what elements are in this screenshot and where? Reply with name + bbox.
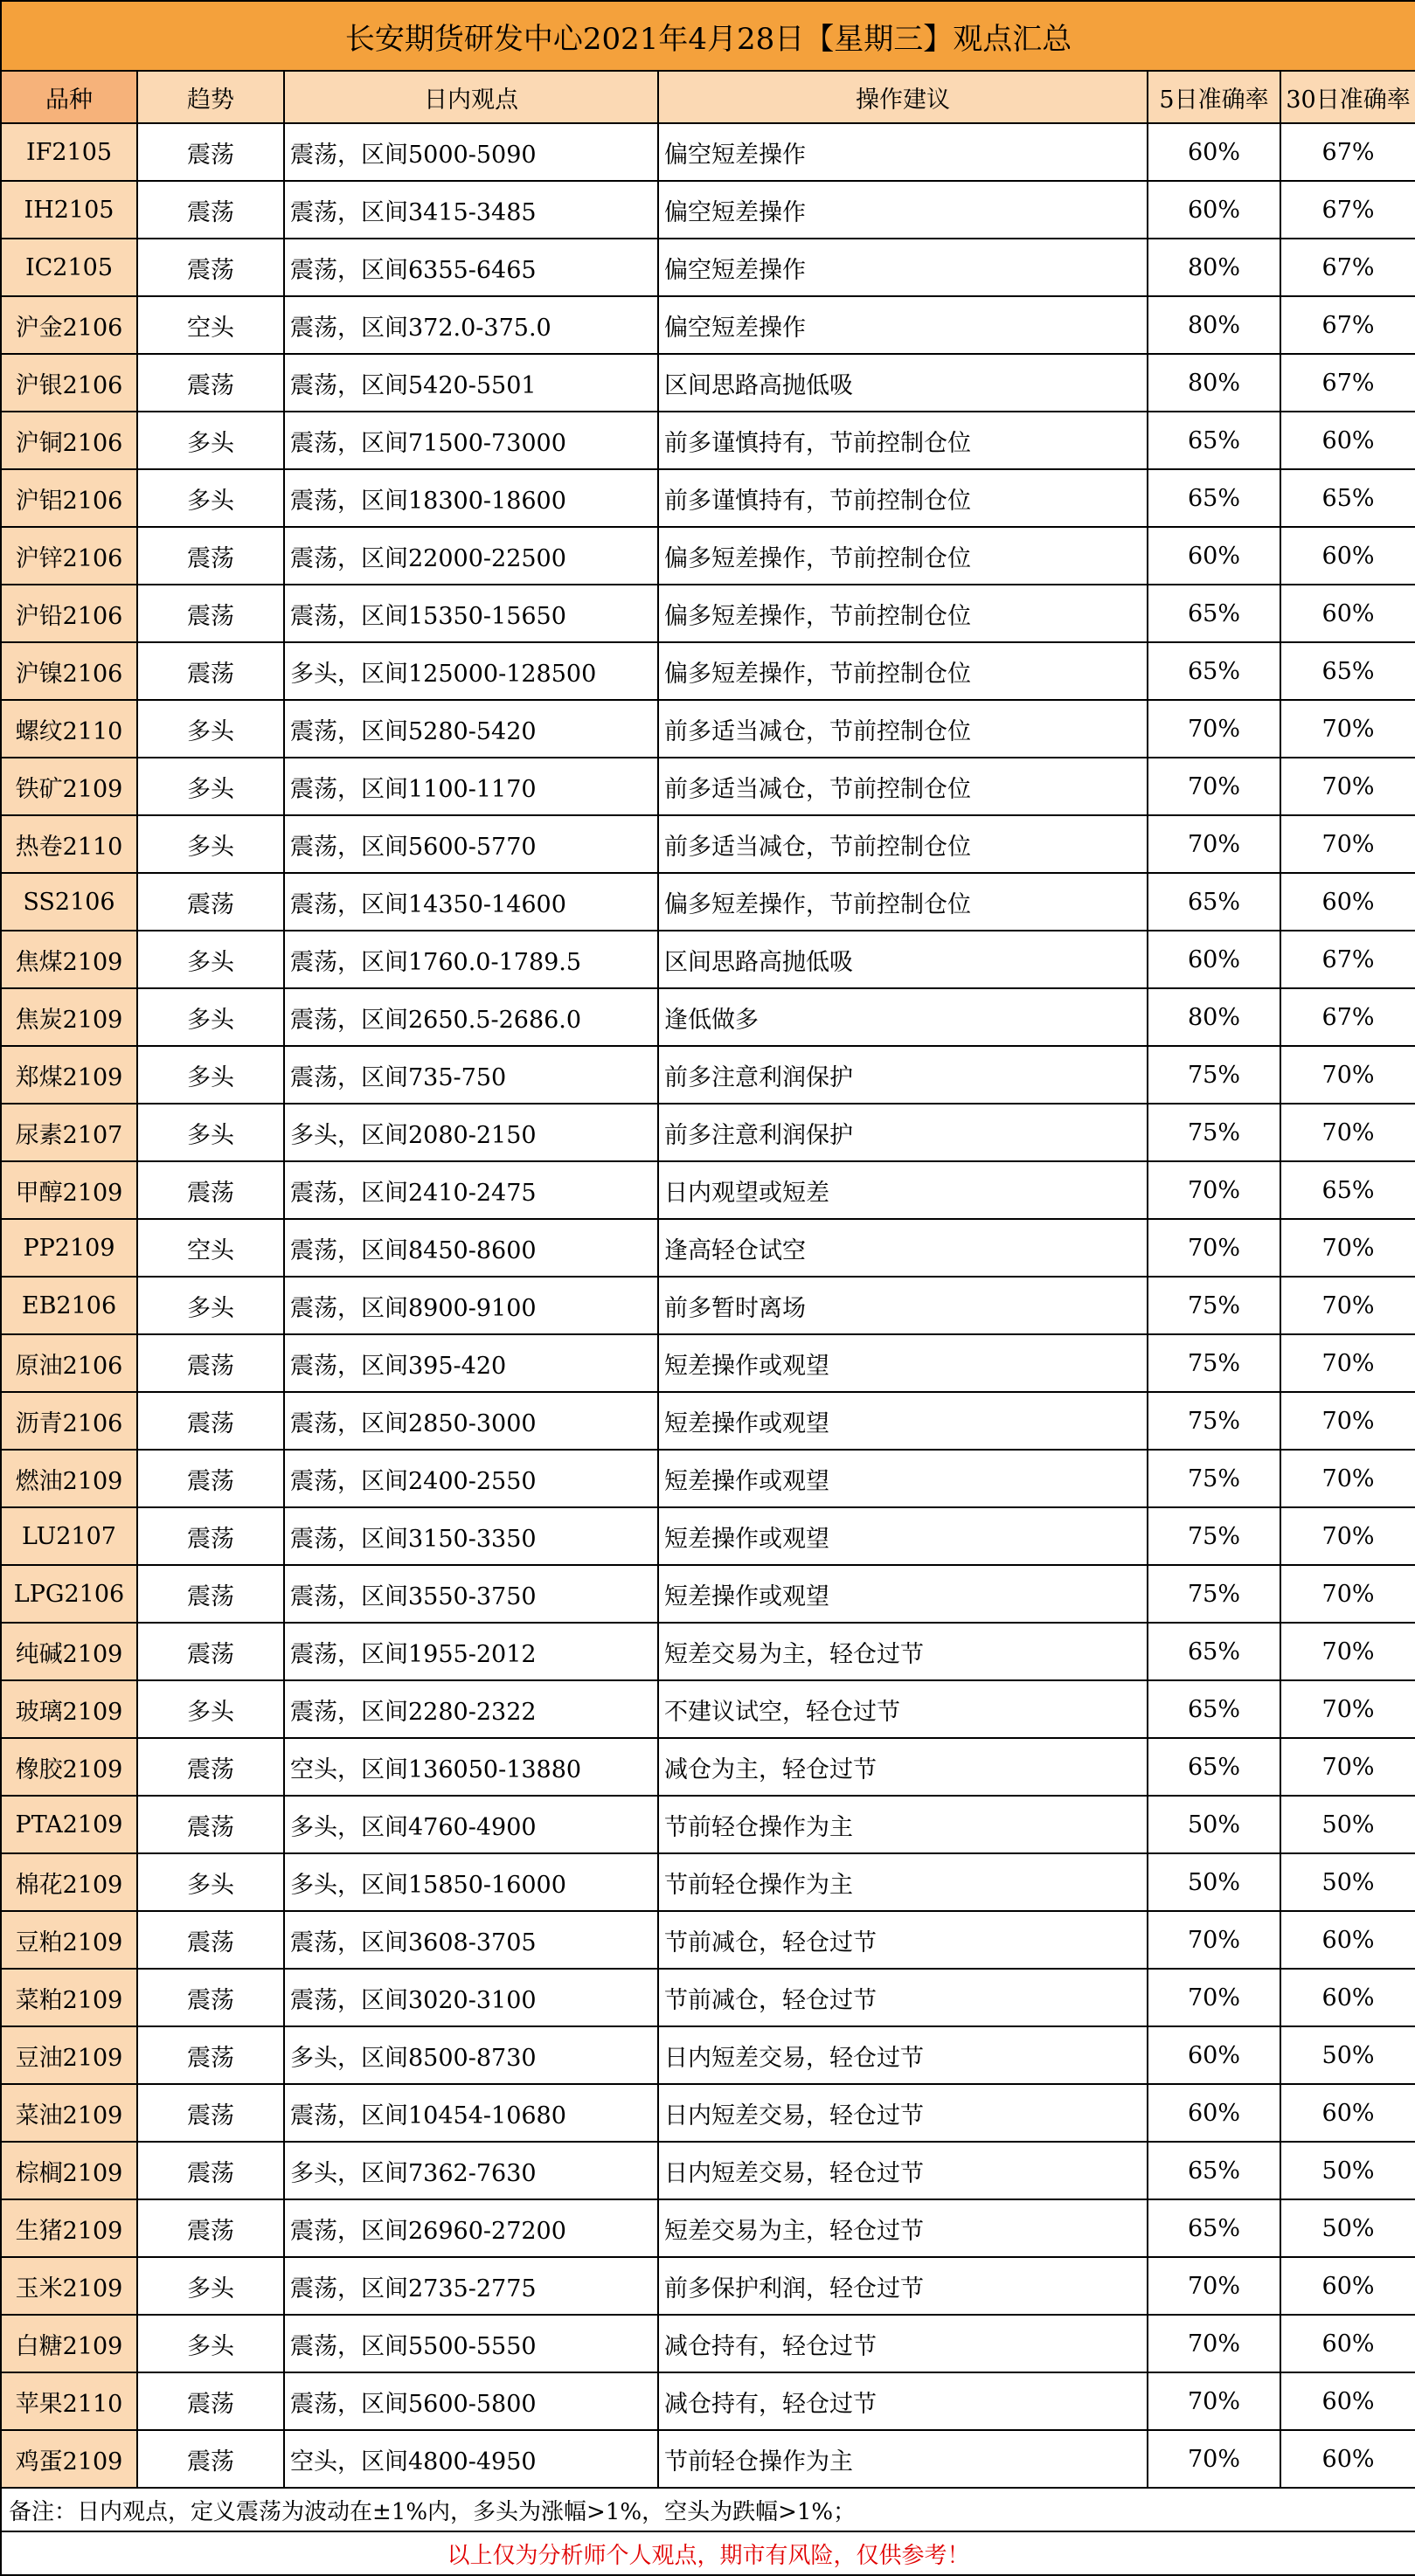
advice-cell: 减仓持有，轻仓过节 [658,2315,1148,2372]
intraday-view-cell: 震荡，区间8900-9100 [284,1277,658,1334]
table-row [1,585,1415,642]
accuracy-30day-cell: 60% [1280,2084,1415,2142]
intraday-view-cell: 震荡，区间1760.0-1789.5 [284,931,658,988]
accuracy-5day-cell: 75% [1148,1046,1280,1104]
intraday-view-cell: 震荡，区间3608-3705 [284,1911,658,1969]
accuracy-30day-cell: 70% [1280,1392,1415,1450]
accuracy-30day-cell: 60% [1280,2315,1415,2372]
table-row [1,1277,1415,1334]
accuracy-30day-cell: 50% [1280,2199,1415,2257]
table-row [1,1161,1415,1219]
variety-cell: 豆油2109 [1,2026,137,2084]
accuracy-30day-cell: 60% [1280,2372,1415,2430]
intraday-view-cell: 震荡，区间1100-1170 [284,758,658,815]
trend-cell: 多头 [137,2257,284,2315]
col-header-30day-accuracy: 30日准确率 [1280,71,1415,123]
table-row [1,1911,1415,1969]
accuracy-30day-cell: 60% [1280,1911,1415,1969]
trend-cell: 震荡 [137,2084,284,2142]
variety-cell: 鸡蛋2109 [1,2430,137,2488]
trend-cell: 震荡 [137,2430,284,2488]
advice-cell: 前多保护利润，轻仓过节 [658,2257,1148,2315]
accuracy-30day-cell: 50% [1280,2026,1415,2084]
advice-cell: 节前轻仓操作为主 [658,1796,1148,1853]
accuracy-5day-cell: 60% [1148,181,1280,239]
advice-cell: 减仓为主，轻仓过节 [658,1738,1148,1796]
col-header-advice: 操作建议 [658,71,1148,123]
intraday-view-cell: 多头，区间125000-128500 [284,642,658,700]
variety-cell: EB2106 [1,1277,137,1334]
accuracy-30day-cell: 65% [1280,1161,1415,1219]
intraday-view-cell: 震荡，区间395-420 [284,1334,658,1392]
variety-cell: 沪金2106 [1,296,137,354]
intraday-view-cell: 震荡，区间5280-5420 [284,700,658,758]
advice-cell: 不建议试空，轻仓过节 [658,1680,1148,1738]
variety-cell: 尿素2107 [1,1104,137,1161]
accuracy-5day-cell: 60% [1148,527,1280,585]
variety-cell: SS2106 [1,873,137,931]
intraday-view-cell: 震荡，区间2410-2475 [284,1161,658,1219]
accuracy-30day-cell: 67% [1280,931,1415,988]
accuracy-5day-cell: 65% [1148,585,1280,642]
accuracy-30day-cell: 70% [1280,815,1415,873]
variety-cell: IH2105 [1,181,137,239]
advice-cell: 前多适当减仓，节前控制仓位 [658,815,1148,873]
advice-cell: 前多适当减仓，节前控制仓位 [658,700,1148,758]
advice-cell: 前多适当减仓，节前控制仓位 [658,758,1148,815]
variety-cell: 棕榈2109 [1,2142,137,2199]
variety-cell: 螺纹2110 [1,700,137,758]
accuracy-30day-cell: 70% [1280,1450,1415,1507]
accuracy-5day-cell: 65% [1148,469,1280,527]
trend-cell: 震荡 [137,1796,284,1853]
accuracy-30day-cell: 60% [1280,527,1415,585]
variety-cell: 焦煤2109 [1,931,137,988]
accuracy-30day-cell: 60% [1280,873,1415,931]
table-row [1,873,1415,931]
accuracy-30day-cell: 60% [1280,2257,1415,2315]
accuracy-5day-cell: 65% [1148,412,1280,469]
trend-cell: 空头 [137,296,284,354]
variety-cell: 沪铜2106 [1,412,137,469]
advice-cell: 短差操作或观望 [658,1565,1148,1623]
intraday-view-cell: 多头，区间15850-16000 [284,1853,658,1911]
accuracy-5day-cell: 75% [1148,1565,1280,1623]
accuracy-5day-cell: 70% [1148,758,1280,815]
intraday-view-cell: 多头，区间8500-8730 [284,2026,658,2084]
variety-cell: 菜粕2109 [1,1969,137,2026]
table-row [1,1392,1415,1450]
accuracy-5day-cell: 70% [1148,1219,1280,1277]
advice-cell: 日内短差交易，轻仓过节 [658,2026,1148,2084]
accuracy-30day-cell: 70% [1280,1334,1415,1392]
table-row [1,758,1415,815]
accuracy-30day-cell: 60% [1280,2430,1415,2488]
accuracy-30day-cell: 70% [1280,1104,1415,1161]
advice-cell: 节前轻仓操作为主 [658,2430,1148,2488]
accuracy-5day-cell: 65% [1148,1738,1280,1796]
advice-cell: 逢高轻仓试空 [658,1219,1148,1277]
table-row [1,2026,1415,2084]
table-row [1,1565,1415,1623]
intraday-view-cell: 多头，区间2080-2150 [284,1104,658,1161]
accuracy-5day-cell: 50% [1148,1796,1280,1853]
accuracy-30day-cell: 60% [1280,412,1415,469]
trend-cell: 多头 [137,1104,284,1161]
accuracy-30day-cell: 67% [1280,988,1415,1046]
accuracy-5day-cell: 70% [1148,2372,1280,2430]
advice-cell: 偏多短差操作，节前控制仓位 [658,527,1148,585]
advice-cell: 日内观望或短差 [658,1161,1148,1219]
intraday-view-cell: 震荡，区间10454-10680 [284,2084,658,2142]
intraday-view-cell: 震荡，区间22000-22500 [284,527,658,585]
variety-cell: 甲醇2109 [1,1161,137,1219]
trend-cell: 震荡 [137,527,284,585]
variety-cell: PTA2109 [1,1796,137,1853]
intraday-view-cell: 空头，区间136050-13880 [284,1738,658,1796]
advice-cell: 偏空短差操作 [658,239,1148,296]
table-row [1,354,1415,412]
accuracy-30day-cell: 67% [1280,181,1415,239]
advice-cell: 日内短差交易，轻仓过节 [658,2142,1148,2199]
advice-cell: 偏空短差操作 [658,296,1148,354]
trend-cell: 震荡 [137,873,284,931]
table-row [1,2142,1415,2199]
col-header-intraday-view: 日内观点 [284,71,658,123]
accuracy-5day-cell: 80% [1148,988,1280,1046]
accuracy-30day-cell: 50% [1280,1796,1415,1853]
trend-cell: 震荡 [137,354,284,412]
trend-cell: 震荡 [137,1450,284,1507]
accuracy-30day-cell: 70% [1280,758,1415,815]
accuracy-5day-cell: 65% [1148,2142,1280,2199]
accuracy-5day-cell: 75% [1148,1334,1280,1392]
accuracy-30day-cell: 67% [1280,123,1415,181]
variety-cell: 沪银2106 [1,354,137,412]
intraday-view-cell: 震荡，区间2735-2775 [284,2257,658,2315]
trend-cell: 震荡 [137,2026,284,2084]
intraday-view-cell: 震荡，区间18300-18600 [284,469,658,527]
trend-cell: 震荡 [137,1392,284,1450]
intraday-view-cell: 空头，区间4800-4950 [284,2430,658,2488]
intraday-view-cell: 震荡，区间5600-5770 [284,815,658,873]
table-row [1,815,1415,873]
table-row [1,700,1415,758]
table-row [1,1623,1415,1680]
accuracy-30day-cell: 65% [1280,642,1415,700]
table-row [1,1046,1415,1104]
table-row [1,469,1415,527]
intraday-view-cell: 震荡，区间14350-14600 [284,873,658,931]
accuracy-5day-cell: 65% [1148,873,1280,931]
trend-cell: 震荡 [137,239,284,296]
trend-cell: 多头 [137,412,284,469]
table-row [1,1969,1415,2026]
trend-cell: 多头 [137,1680,284,1738]
trend-cell: 震荡 [137,2372,284,2430]
variety-cell: 沪镍2106 [1,642,137,700]
trend-cell: 震荡 [137,1911,284,1969]
table-row [1,296,1415,354]
intraday-view-cell: 震荡，区间6355-6465 [284,239,658,296]
intraday-view-cell: 震荡，区间5500-5550 [284,2315,658,2372]
accuracy-30day-cell: 67% [1280,239,1415,296]
variety-cell: 沪铝2106 [1,469,137,527]
intraday-view-cell: 震荡，区间5420-5501 [284,354,658,412]
trend-cell: 多头 [137,700,284,758]
trend-cell: 多头 [137,1853,284,1911]
table-row [1,2084,1415,2142]
variety-cell: 沪铅2106 [1,585,137,642]
intraday-view-cell: 震荡，区间8450-8600 [284,1219,658,1277]
table-row [1,412,1415,469]
variety-cell: 热卷2110 [1,815,137,873]
variety-cell: 沥青2106 [1,1392,137,1450]
trend-cell: 震荡 [137,181,284,239]
variety-cell: 苹果2110 [1,2372,137,2430]
trend-cell: 震荡 [137,1161,284,1219]
table-row [1,2315,1415,2372]
trend-cell: 多头 [137,931,284,988]
advice-cell: 前多注意利润保护 [658,1104,1148,1161]
trend-cell: 震荡 [137,1334,284,1392]
accuracy-5day-cell: 80% [1148,239,1280,296]
variety-cell: 白糖2109 [1,2315,137,2372]
intraday-view-cell: 多头，区间7362-7630 [284,2142,658,2199]
accuracy-5day-cell: 60% [1148,123,1280,181]
accuracy-30day-cell: 70% [1280,1680,1415,1738]
trend-cell: 多头 [137,815,284,873]
trend-cell: 震荡 [137,1969,284,2026]
trend-cell: 震荡 [137,2199,284,2257]
intraday-view-cell: 震荡，区间3020-3100 [284,1969,658,2026]
advice-cell: 区间思路高抛低吸 [658,931,1148,988]
advice-cell: 前多暂时离场 [658,1277,1148,1334]
advice-cell: 短差操作或观望 [658,1392,1148,1450]
advice-cell: 日内短差交易，轻仓过节 [658,2084,1148,2142]
table-row [1,988,1415,1046]
table-row [1,1680,1415,1738]
accuracy-5day-cell: 60% [1148,2084,1280,2142]
table-row [1,181,1415,239]
trend-cell: 震荡 [137,1507,284,1565]
advice-cell: 偏空短差操作 [658,123,1148,181]
table-row [1,1450,1415,1507]
table-row [1,1219,1415,1277]
variety-cell: 纯碱2109 [1,1623,137,1680]
advice-cell: 逢低做多 [658,988,1148,1046]
accuracy-5day-cell: 70% [1148,700,1280,758]
intraday-view-cell: 震荡，区间735-750 [284,1046,658,1104]
trend-cell: 震荡 [137,2142,284,2199]
table-row [1,1853,1415,1911]
intraday-view-cell: 震荡，区间3150-3350 [284,1507,658,1565]
table-row [1,642,1415,700]
accuracy-30day-cell: 50% [1280,2142,1415,2199]
variety-cell: 燃油2109 [1,1450,137,1507]
accuracy-30day-cell: 70% [1280,1219,1415,1277]
accuracy-5day-cell: 65% [1148,2199,1280,2257]
advice-cell: 节前轻仓操作为主 [658,1853,1148,1911]
variety-cell: 生猪2109 [1,2199,137,2257]
accuracy-5day-cell: 70% [1148,815,1280,873]
advice-cell: 区间思路高抛低吸 [658,354,1148,412]
trend-cell: 多头 [137,469,284,527]
advice-cell: 偏空短差操作 [658,181,1148,239]
variety-cell: IF2105 [1,123,137,181]
accuracy-5day-cell: 70% [1148,1969,1280,2026]
intraday-view-cell: 震荡，区间2400-2550 [284,1450,658,1507]
intraday-view-cell: 震荡，区间2280-2322 [284,1680,658,1738]
accuracy-5day-cell: 60% [1148,931,1280,988]
footnote: 备注：日内观点，定义震荡为波动在±1%内，多头为涨幅>1%，空头为跌幅>1%； [1,2488,1415,2531]
table-row [1,2257,1415,2315]
advice-cell: 前多谨慎持有，节前控制仓位 [658,469,1148,527]
trend-cell: 多头 [137,1277,284,1334]
accuracy-30day-cell: 70% [1280,1046,1415,1104]
table-row [1,2372,1415,2430]
accuracy-30day-cell: 70% [1280,1738,1415,1796]
accuracy-5day-cell: 75% [1148,1277,1280,1334]
accuracy-5day-cell: 70% [1148,1911,1280,1969]
table-row [1,123,1415,181]
variety-cell: 棉花2109 [1,1853,137,1911]
intraday-view-cell: 震荡，区间71500-73000 [284,412,658,469]
variety-cell: PP2109 [1,1219,137,1277]
header-row [1,71,1415,123]
intraday-view-cell: 震荡，区间5000-5090 [284,123,658,181]
variety-cell: LPG2106 [1,1565,137,1623]
accuracy-5day-cell: 75% [1148,1104,1280,1161]
advice-cell: 短差操作或观望 [658,1334,1148,1392]
table-row [1,1507,1415,1565]
trend-cell: 空头 [137,1219,284,1277]
page-title: 长安期货研发中心2021年4月28日【星期三】观点汇总 [1,1,1415,71]
accuracy-5day-cell: 70% [1148,2430,1280,2488]
table-row [1,1334,1415,1392]
intraday-view-cell: 震荡，区间1955-2012 [284,1623,658,1680]
accuracy-5day-cell: 60% [1148,2026,1280,2084]
accuracy-5day-cell: 75% [1148,1450,1280,1507]
col-header-trend: 趋势 [137,71,284,123]
variety-cell: 玻璃2109 [1,1680,137,1738]
variety-cell: 玉米2109 [1,2257,137,2315]
accuracy-5day-cell: 80% [1148,354,1280,412]
advice-cell: 偏多短差操作，节前控制仓位 [658,585,1148,642]
trend-cell: 多头 [137,988,284,1046]
intraday-view-cell: 震荡，区间15350-15650 [284,585,658,642]
accuracy-5day-cell: 65% [1148,642,1280,700]
trend-cell: 震荡 [137,1623,284,1680]
accuracy-5day-cell: 75% [1148,1392,1280,1450]
variety-cell: 菜油2109 [1,2084,137,2142]
variety-cell: 郑煤2109 [1,1046,137,1104]
variety-cell: 铁矿2109 [1,758,137,815]
accuracy-5day-cell: 70% [1148,2315,1280,2372]
intraday-view-cell: 震荡，区间3415-3485 [284,181,658,239]
advice-cell: 短差交易为主，轻仓过节 [658,1623,1148,1680]
disclaimer: 以上仅为分析师个人观点，期市有风险，仅供参考！ [1,2531,1415,2575]
advice-cell: 短差交易为主，轻仓过节 [658,2199,1148,2257]
accuracy-30day-cell: 70% [1280,1507,1415,1565]
trend-cell: 多头 [137,758,284,815]
intraday-view-cell: 多头，区间4760-4900 [284,1796,658,1853]
accuracy-5day-cell: 80% [1148,296,1280,354]
table-row [1,1738,1415,1796]
table-row [1,1104,1415,1161]
accuracy-5day-cell: 70% [1148,1161,1280,1219]
variety-cell: 焦炭2109 [1,988,137,1046]
advice-cell: 减仓持有，轻仓过节 [658,2372,1148,2430]
accuracy-30day-cell: 70% [1280,1565,1415,1623]
table-row [1,239,1415,296]
accuracy-30day-cell: 65% [1280,469,1415,527]
table-row [1,527,1415,585]
table-row [1,931,1415,988]
accuracy-5day-cell: 70% [1148,2257,1280,2315]
intraday-view-cell: 震荡，区间2650.5-2686.0 [284,988,658,1046]
trend-cell: 多头 [137,1046,284,1104]
variety-cell: IC2105 [1,239,137,296]
table-row [1,1796,1415,1853]
accuracy-30day-cell: 70% [1280,1623,1415,1680]
advice-cell: 节前减仓，轻仓过节 [658,1911,1148,1969]
trend-cell: 震荡 [137,1738,284,1796]
table-row [1,2430,1415,2488]
variety-cell: 橡胶2109 [1,1738,137,1796]
trend-cell: 震荡 [137,585,284,642]
variety-cell: 原油2106 [1,1334,137,1392]
advice-cell: 短差操作或观望 [658,1450,1148,1507]
advice-cell: 短差操作或观望 [658,1507,1148,1565]
variety-cell: 豆粕2109 [1,1911,137,1969]
accuracy-5day-cell: 65% [1148,1623,1280,1680]
advice-cell: 前多注意利润保护 [658,1046,1148,1104]
trend-cell: 多头 [137,2315,284,2372]
accuracy-5day-cell: 75% [1148,1507,1280,1565]
accuracy-30day-cell: 70% [1280,1277,1415,1334]
intraday-view-cell: 震荡，区间2850-3000 [284,1392,658,1450]
advice-cell: 节前减仓，轻仓过节 [658,1969,1148,2026]
trend-cell: 震荡 [137,1565,284,1623]
advice-cell: 偏多短差操作，节前控制仓位 [658,873,1148,931]
variety-cell: LU2107 [1,1507,137,1565]
accuracy-30day-cell: 60% [1280,585,1415,642]
accuracy-30day-cell: 67% [1280,354,1415,412]
trend-cell: 震荡 [137,642,284,700]
variety-cell: 沪锌2106 [1,527,137,585]
col-header-5day-accuracy: 5日准确率 [1148,71,1280,123]
advice-cell: 前多谨慎持有，节前控制仓位 [658,412,1148,469]
intraday-view-cell: 震荡，区间372.0-375.0 [284,296,658,354]
accuracy-30day-cell: 67% [1280,296,1415,354]
col-header-variety: 品种 [1,71,137,123]
intraday-view-cell: 震荡，区间3550-3750 [284,1565,658,1623]
accuracy-30day-cell: 70% [1280,700,1415,758]
intraday-view-cell: 震荡，区间5600-5800 [284,2372,658,2430]
accuracy-5day-cell: 65% [1148,1680,1280,1738]
table-row [1,2199,1415,2257]
accuracy-30day-cell: 50% [1280,1853,1415,1911]
intraday-view-cell: 震荡，区间26960-27200 [284,2199,658,2257]
advice-cell: 偏多短差操作，节前控制仓位 [658,642,1148,700]
trend-cell: 震荡 [137,123,284,181]
accuracy-30day-cell: 60% [1280,1969,1415,2026]
accuracy-5day-cell: 50% [1148,1853,1280,1911]
